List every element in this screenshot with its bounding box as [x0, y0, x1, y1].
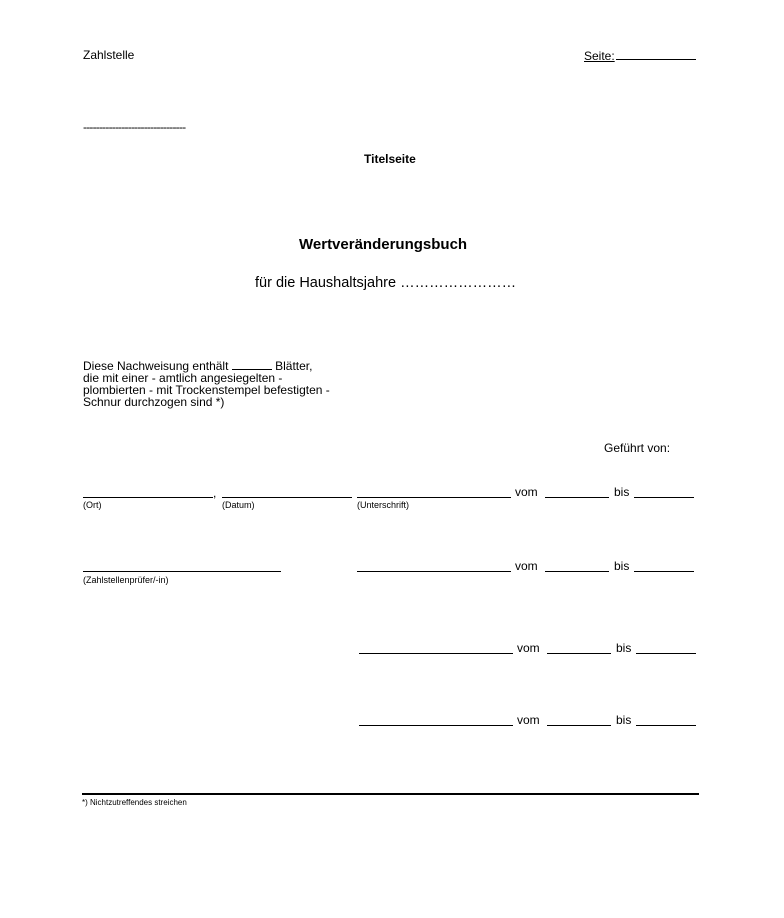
vom-label-4: vom	[517, 713, 540, 727]
unterschrift-caption: (Unterschrift)	[357, 500, 410, 510]
bis-line-2[interactable]	[634, 571, 694, 572]
ort-line[interactable]	[83, 497, 213, 498]
dashed-separator: --------------------------------	[83, 120, 186, 134]
unterschrift-line-1[interactable]	[357, 497, 511, 498]
ort-caption: (Ort)	[83, 500, 102, 510]
vom-label-2: vom	[515, 559, 538, 573]
nachweisung-prefix: Diese Nachweisung enthält	[83, 359, 229, 373]
datum-caption: (Datum)	[222, 500, 255, 510]
blaetter-count-line[interactable]	[232, 360, 272, 370]
bis-line-3[interactable]	[636, 653, 696, 654]
seite-line	[616, 48, 696, 60]
nachweisung-paragraph	[83, 360, 330, 408]
nachweisung-line-3: plombierten - mit Trockenstempel befestigten -	[83, 383, 330, 397]
nachweisung-line-4: Schnur durchzogen sind *)	[83, 395, 225, 409]
bis-label-2: bis	[614, 559, 630, 573]
bis-label-1: bis	[614, 485, 630, 499]
document-subtitle: für die Haushaltsjahre ……………………	[255, 275, 517, 291]
titelseite-heading: Titelseite	[364, 152, 416, 166]
pruefer-line[interactable]	[83, 571, 281, 572]
vom-line-1[interactable]	[545, 497, 609, 498]
nachweisung-suffix: Blätter,	[275, 359, 313, 373]
nachweisung-line-2: die mit einer - amtlich angesiegelten -	[83, 371, 283, 385]
gefuehrt-von-label: Geführt von:	[604, 441, 671, 455]
seite-field[interactable]	[584, 48, 696, 63]
seite-label: Seite:	[584, 49, 615, 63]
datum-line[interactable]	[222, 497, 352, 498]
bis-label-3: bis	[616, 641, 632, 655]
pruefer-caption: (Zahlstellenprüfer/-in)	[83, 575, 169, 585]
document-title: Wertveränderungsbuch	[299, 236, 468, 253]
unterschrift-line-2[interactable]	[357, 571, 511, 572]
vom-label-3: vom	[517, 641, 540, 655]
vom-line-4[interactable]	[547, 725, 611, 726]
vom-label-1: vom	[515, 485, 538, 499]
zahlstelle-label: Zahlstelle	[83, 48, 135, 62]
comma: ,	[213, 486, 217, 500]
footnote-rule	[82, 793, 699, 795]
bis-line-4[interactable]	[636, 725, 696, 726]
vom-line-3[interactable]	[547, 653, 611, 654]
footnote-text: *) Nichtzutreffendes streichen	[82, 798, 187, 807]
bis-line-1[interactable]	[634, 497, 694, 498]
unterschrift-line-3[interactable]	[359, 653, 513, 654]
bis-label-4: bis	[616, 713, 632, 727]
vom-line-2[interactable]	[545, 571, 609, 572]
unterschrift-line-4[interactable]	[359, 725, 513, 726]
